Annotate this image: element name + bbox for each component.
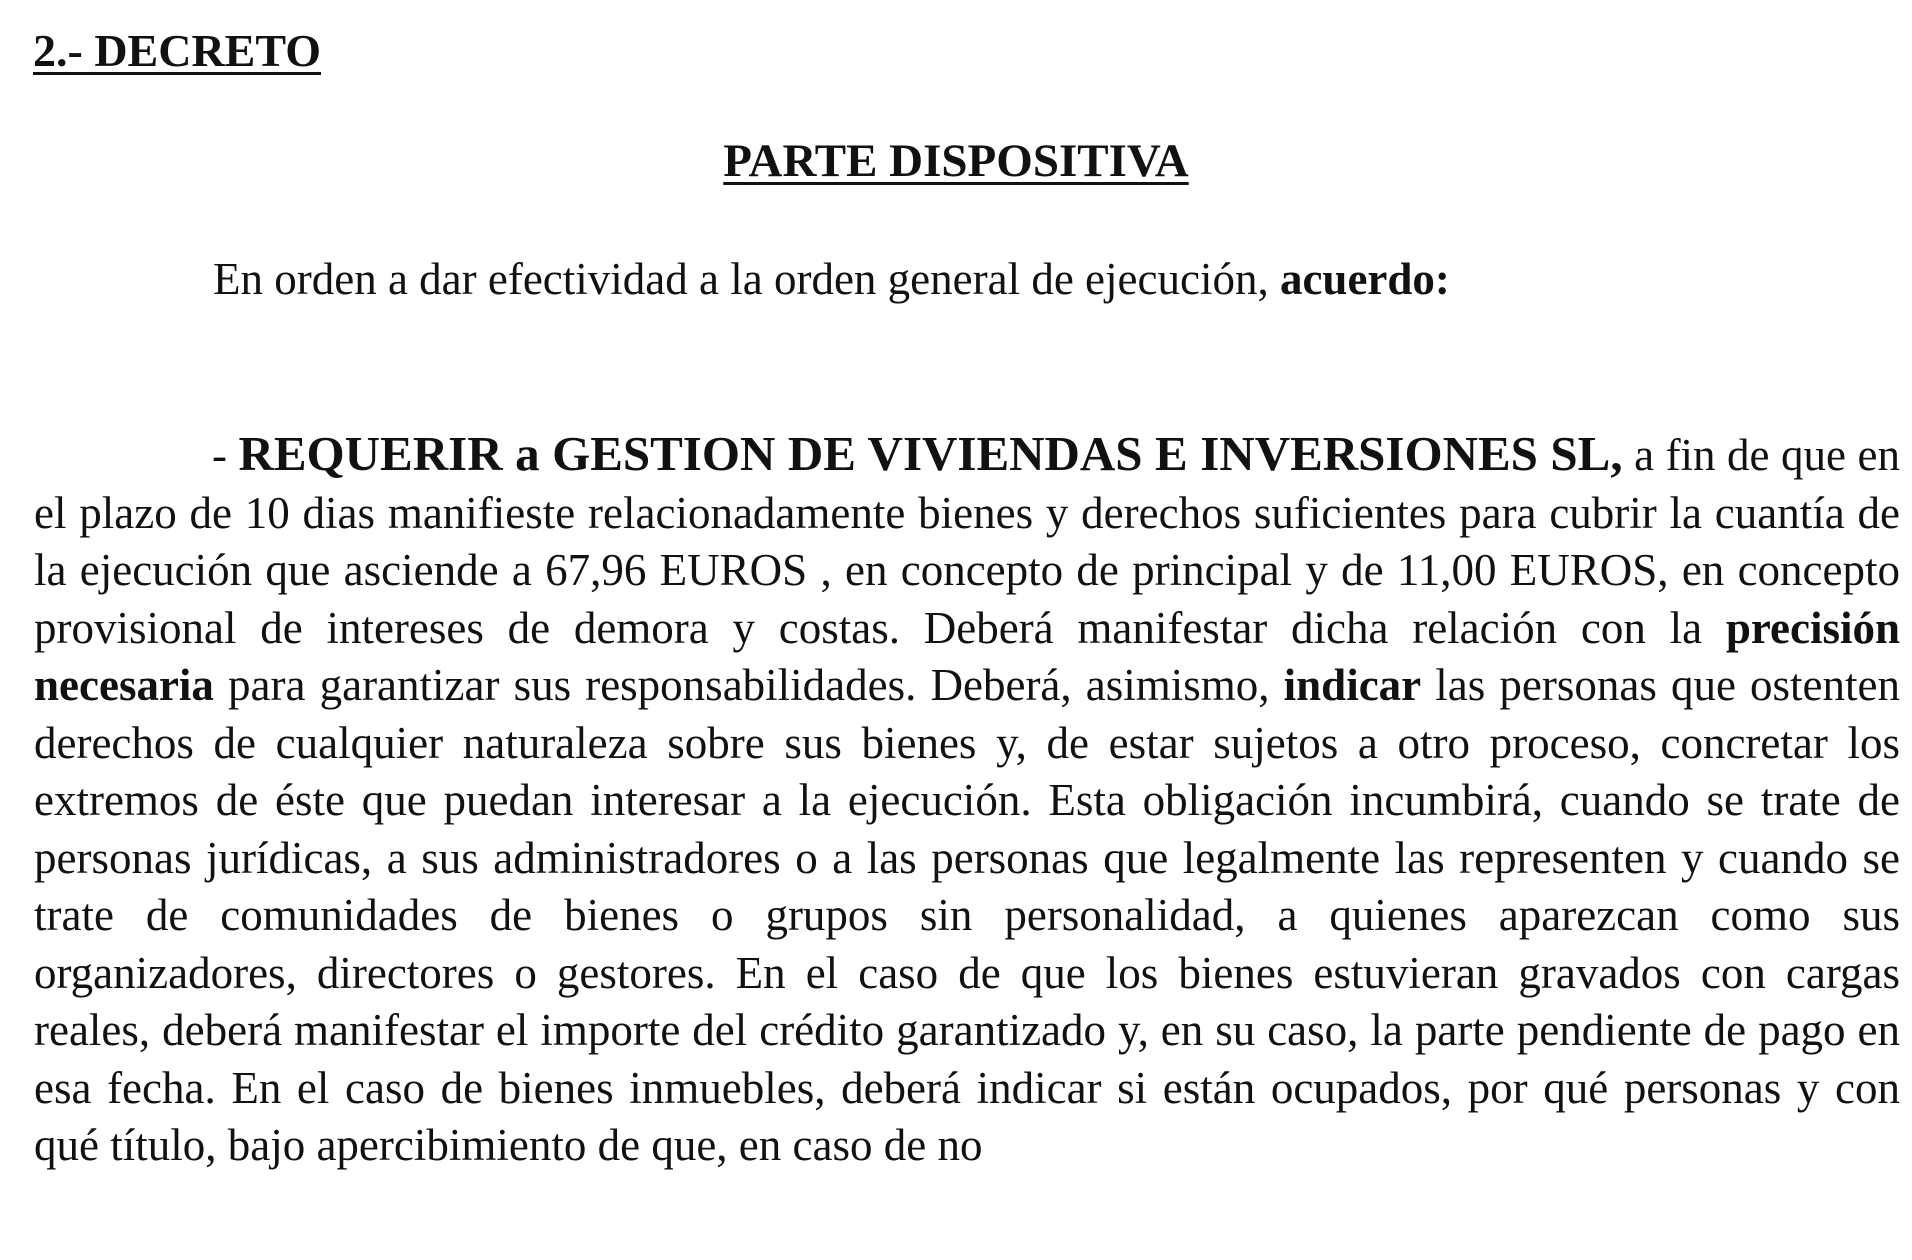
paragraph-text-1: a fin de que en el plazo de 10 dias manifieste relacionadamente bienes y derechos suficientes para cubrir la cuantía de la ejecución que asciende a 67,96 EUROS , en concepto de principal y de 11,00 EUROS, en concepto provisional de intereses de demora y costas. Deberá manifestar dicha relación con la bbox=[34, 430, 1900, 653]
intro-text: En orden a dar efectividad a la orden general de ejecución, bbox=[213, 254, 1280, 304]
intro-sentence bbox=[213, 254, 1450, 304]
paragraph-bold-indicar: indicar bbox=[1283, 660, 1422, 710]
paragraph-bold-precision: precisión necesaria bbox=[34, 602, 1900, 710]
subtitle: PARTE DISPOSITIVA bbox=[723, 135, 1189, 187]
intro-bold-acuerdo: acuerdo: bbox=[1279, 254, 1450, 304]
paragraph-text-3: las personas que ostenten derechos de cualquier naturaleza sobre sus bienes y, de estar sujetos a otro proceso, concretar los extremos de éste que puedan interesar a la ejecución. Esta obligación incumbirá, cuando se trate de personas jurídicas, a sus administradores o a las personas que legalmente las representen y cuando se trate de comunidades de bienes o grupos sin personalidad, a quienes aparezcan como sus organizadores, directores o gestores. En el caso de que los bienes estuvieran gravados con cargas reales, deberá manifestar el importe del crédito garantizado y, en su caso, la parte pendiente de pago en esa fecha. En el caso de bienes inmuebles, deberá indicar si están ocupados, por qué personas y con qué título, bajo apercibimiento de que, en caso de no bbox=[34, 660, 1900, 1170]
paragraph-requerir: REQUERIR a GESTION DE VIVIENDAS E INVERSIONES SL, bbox=[238, 426, 1623, 481]
body-paragraph bbox=[34, 425, 1900, 1175]
section-title: 2.- DECRETO bbox=[33, 25, 321, 76]
paragraph-lead: - bbox=[212, 430, 239, 480]
paragraph-text-2: para garantizar sus responsabilidades. Deberá, asimismo, bbox=[213, 660, 1284, 710]
